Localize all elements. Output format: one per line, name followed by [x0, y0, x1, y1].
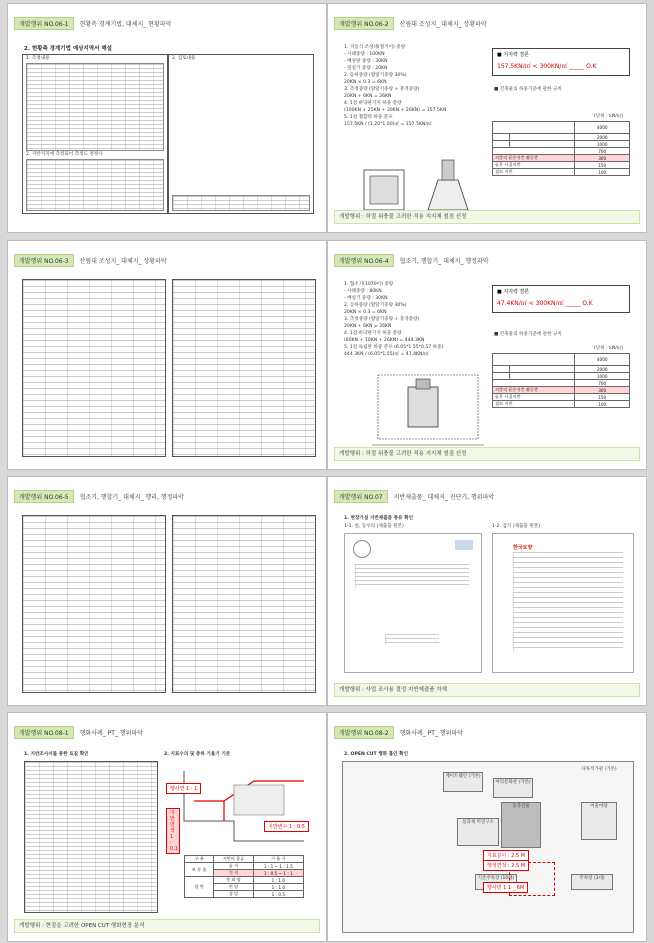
page-header	[14, 725, 143, 739]
page-footer: 개발행위 : 하절 위충물 고려한 적용 지지체 철점 선정	[334, 210, 640, 224]
step: 3. 측정중량 (활달기중량 + 충격중량)	[344, 87, 420, 92]
page-4	[328, 241, 646, 469]
page-title: 산림대 조성지_ 대체지_ 상황파악	[399, 20, 487, 28]
page-1	[8, 4, 326, 232]
result-title: ■ 지지력 결론	[497, 52, 530, 58]
step: - 사례중량 : 80KN	[344, 289, 382, 294]
slope-label-3: 지반변수 1 : 0.5	[264, 821, 309, 832]
page-header	[334, 489, 494, 503]
page-label: 개발행위 NO.06-3	[14, 254, 74, 267]
certificate-text	[355, 564, 469, 588]
page-8	[328, 713, 646, 941]
section-heading: 2. 현황측 경계기법 예상지역서 해설	[24, 46, 112, 52]
step: 20KN + 6KN = 26KN	[344, 94, 392, 99]
building-gate: 계이트웰린 (가톤)	[443, 772, 483, 792]
form-label: 2. 검토내용	[172, 56, 196, 61]
survey-form-left	[22, 54, 168, 214]
slope-label: 행사면 1:1 _ 6M	[483, 882, 528, 893]
page-label: 개발행위 NO.06-2	[334, 17, 394, 30]
section-heading-1: 1. 지반조사서를 통한 토질 확인	[24, 752, 89, 757]
step: 2. 동하중량 (활달기중량 30%)	[344, 303, 407, 308]
table-row: 경 암 1 : 0.5	[185, 891, 304, 898]
report-sheet-left	[22, 515, 166, 693]
table-row: 1000	[493, 141, 630, 148]
table-row: 700	[493, 148, 630, 155]
building-research: 실과제 미연구소	[457, 818, 499, 846]
table-row: 점토 지반 100	[493, 169, 630, 176]
page-title: 협조기, 행합기_ 대체지_ 행정파악	[399, 257, 489, 265]
page-title: 행화사례_ PT_ 행위파악	[79, 729, 144, 737]
slope-label-1: 행사면 1 : 1	[166, 783, 201, 794]
page-3	[8, 241, 326, 469]
calc-steps	[344, 44, 446, 128]
section-heading-2: 2. 지표수의 및 층하 기울기 기준	[164, 752, 231, 757]
excavation-area-label: 행정면적 : 2.5 M	[483, 860, 529, 871]
table-row: 암 반 풍 화 암 1 : 1.0	[185, 877, 304, 884]
result-box	[492, 48, 630, 76]
page-header	[334, 16, 487, 30]
section-heading: 1. 현장가설 지반제출품 종류 확인	[344, 516, 414, 521]
table-title: ■ 건축물의 하중기준에 관한 규칙	[494, 87, 562, 92]
certificate-right	[492, 533, 634, 673]
form-label-2: 2. 지반지지에 측정되어 측정도 결정사	[26, 152, 103, 157]
table-row: 지층의 굳은지층 활동층 300	[493, 387, 630, 394]
page-5	[8, 477, 326, 705]
page-title: 지반제출품_ 대체지_ 진단기, 행위파악	[393, 493, 495, 501]
calc-steps	[344, 281, 443, 358]
step: (80KN + 10KN + 26KN) = 444.3KN	[344, 338, 425, 343]
page-title: 행화사례_ PT_ 행위파악	[399, 729, 464, 737]
table-row: 점토 지반 100	[493, 401, 630, 408]
result-box	[492, 285, 630, 313]
section-heading: 2. OPEN CUT 행화 흡인 확인	[344, 752, 409, 757]
page-header	[14, 489, 184, 503]
step: 5. 1점 철합력 하중 분포	[344, 115, 393, 120]
form-label: 1. 측정내용	[26, 56, 50, 61]
page-header	[14, 16, 171, 30]
building-east: 동측건물	[501, 802, 541, 848]
table-row: 굳은 사질지반 150	[493, 162, 630, 169]
form-grid-top	[26, 63, 164, 151]
step: 444.3KN / (6.05*1.55)㎡ = 47.4KN/㎡	[344, 352, 429, 357]
load-table	[492, 121, 630, 176]
site-map	[342, 761, 634, 933]
sub-heading-2: 1-2. 검기 (제출품 원본)	[492, 524, 540, 529]
table-row: 700	[493, 380, 630, 387]
page-label: 개발행위 NO.08-1	[14, 726, 74, 739]
page-title: 현황측 경계기법, 대체지_ 현황파악	[79, 20, 172, 28]
building-plaza: 어울마당	[581, 802, 617, 840]
equipment-diagram	[368, 365, 488, 451]
table-unit: (단위 : kN/㎡)	[594, 114, 624, 119]
form-grid-bottom	[26, 159, 164, 211]
page-6	[328, 477, 646, 705]
step: 20KN × 0.3 = 6KN	[344, 310, 387, 315]
report-sheet-right	[172, 279, 316, 457]
load-table	[492, 353, 630, 408]
parking-new: 주차장 (3대)	[571, 874, 613, 890]
certificate-text	[385, 634, 439, 644]
building-culture: 여의문화관 (가톤)	[493, 778, 533, 798]
report-sheet-left	[22, 279, 166, 457]
slope-table	[184, 855, 304, 898]
seal-icon	[353, 540, 371, 558]
slope-label-2: 지반면적 1 : 0.1	[166, 808, 180, 854]
boring-log	[24, 761, 158, 913]
parking-existing: 기존주차장 (10대)	[475, 874, 517, 890]
excavation-depth-label: 지표깊이 : 2.5 M	[483, 850, 529, 861]
sub-heading-1: 1-1. 설, 동우의 (제출품 원본)	[344, 524, 404, 529]
step: 1. 협조기(1070이) 중량	[344, 282, 394, 287]
table-row: 보 통 흙 습 지 1 : 1 ~ 1 : 1.5	[185, 863, 304, 870]
page-header	[14, 253, 167, 267]
brand-logo: 한국토양	[513, 545, 533, 551]
page-title: 산림대 조성지_ 대체지_ 상황파악	[79, 257, 167, 265]
table-row: 지층의 굳은지층 활동층 300	[493, 155, 630, 162]
table-title: ■ 건축물의 하중기준에 관한 규칙	[494, 332, 562, 337]
result-title: ■ 지지력 결론	[497, 289, 530, 295]
excavation-section	[164, 761, 314, 851]
step: 2. 동하중량 (활달기중량 30%)	[344, 73, 407, 78]
step: 5. 1점 독립판 하중 분포 (6.05*1.55*0.57 하중)	[344, 345, 444, 350]
page-header	[334, 253, 489, 267]
page-footer: 개발행위 : 사업 조사용 결정 지반제출품 자체	[334, 683, 640, 697]
certificate-text	[513, 552, 623, 652]
table-row: 연 암 1 : 1.0	[185, 884, 304, 891]
result-value: 157.5KN/㎡ < 300KN/㎡ _____ O.K	[497, 63, 597, 70]
page-label: 개발행위 NO.07	[334, 490, 388, 503]
page-title: 협조기, 행합기_ 대체지_ 행리, 행정파악	[79, 493, 184, 501]
table-row: 건 지 1 : 0.5 ~ 1 : 1	[185, 870, 304, 877]
step: 20KN × 0.3 = 6KN	[344, 80, 387, 85]
step: 4. 1점 바닥판기지 하중 총량	[344, 331, 402, 336]
table-row: 4000	[493, 122, 630, 134]
step: - 밀실기 중량 : 20KN	[344, 66, 388, 71]
table-row: 2000	[493, 366, 630, 373]
step: - 사례중량 : 100KN	[344, 52, 385, 57]
table-unit: (단위 : kN/㎡)	[594, 346, 624, 351]
logo-icon	[455, 540, 473, 550]
table-row: 4000	[493, 354, 630, 366]
step: 3. 측정중량 (활달기중량 + 충격중량)	[344, 317, 420, 322]
step: - 배설기 중량 : 30KN	[344, 296, 388, 301]
table-row: 2000	[493, 134, 630, 141]
page-label: 개발행위 NO.08-2	[334, 726, 394, 739]
table-row: 굳은 사질지반 150	[493, 394, 630, 401]
step: 157.5KN / (1.20*1.00)㎡ = 157.5KN/㎡	[344, 122, 432, 127]
step: 20KN + 6KN = 26KN	[344, 324, 392, 329]
page-footer: 개발행위 : 하절 위충물 고려한 적용 지지체 철점 선정	[334, 447, 640, 461]
page-label: 개발행위 NO.06-1	[14, 17, 74, 30]
table-header-row: 구 분 지반의 종류 기 울 기	[185, 856, 304, 863]
step: 1. 지름식 조성대(철거이) 중량	[344, 45, 406, 50]
step: 4. 1점 바닥판기지 하중 총량	[344, 101, 402, 106]
page-header	[334, 725, 463, 739]
step: - 배성판 중량 : 30KN	[344, 59, 388, 64]
step: (100KN + 25KN + 30KN + 26KN) = 157.5KN	[344, 108, 447, 113]
form-grid-bottom	[172, 195, 310, 211]
page-7	[8, 713, 326, 941]
survey-form-right	[168, 54, 314, 214]
page-2	[328, 4, 646, 232]
building-multipurpose: 다목적가관 (가톤)	[579, 766, 619, 782]
result-value: 47.4KN/㎡ < 300KN/㎡ _____ O.K	[497, 300, 593, 307]
certificate-left	[344, 533, 482, 673]
page-label: 개발행위 NO.06-4	[334, 254, 394, 267]
report-sheet-right	[172, 515, 316, 693]
table-row: 1000	[493, 373, 630, 380]
page-label: 개발행위 NO.06-5	[14, 490, 74, 503]
page-footer: 개발행위 : 현절을 고려한 OPEN CUT 행화현장 분석	[14, 919, 320, 933]
